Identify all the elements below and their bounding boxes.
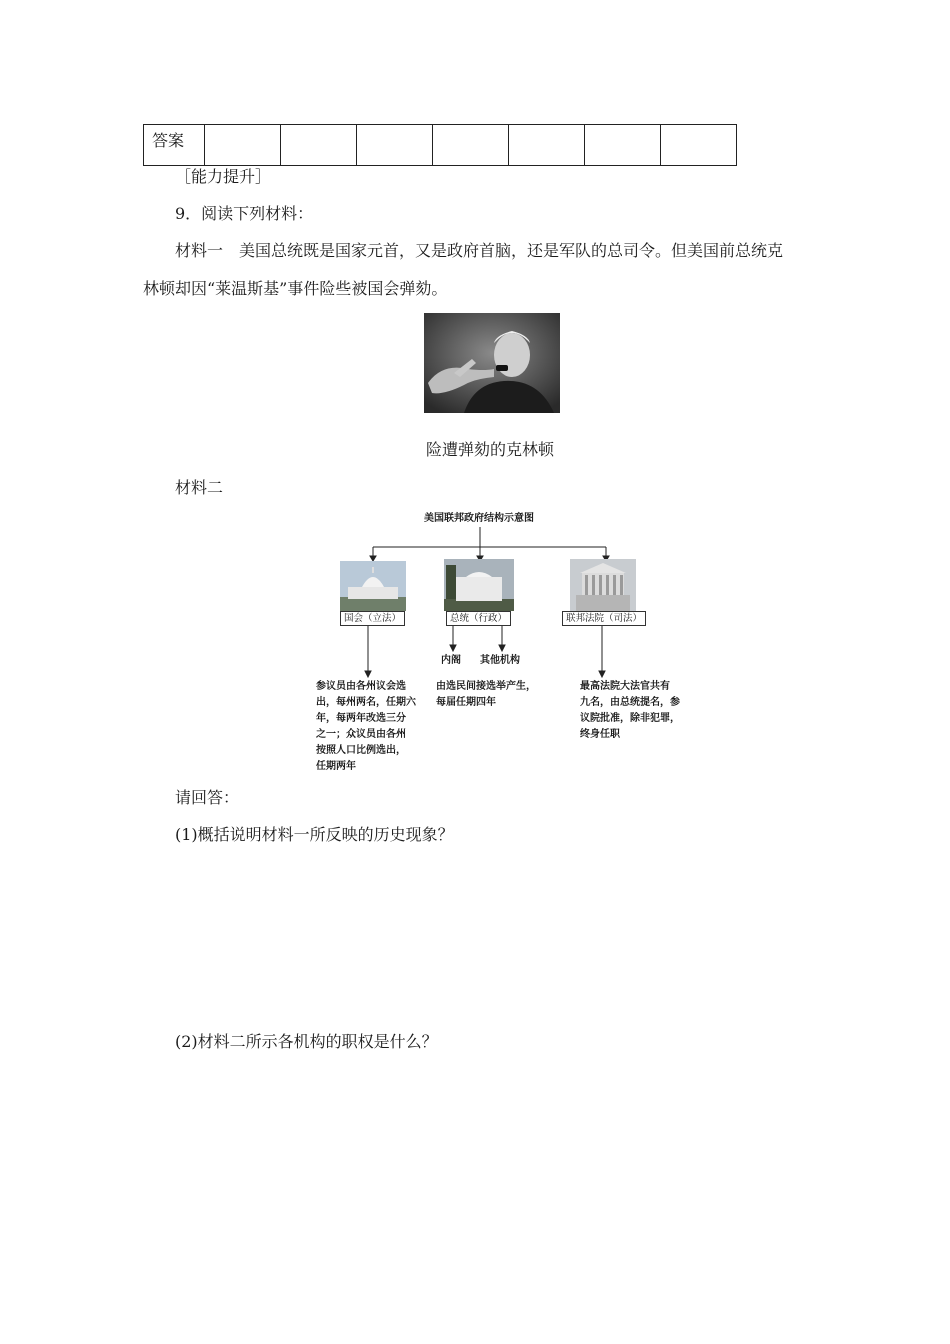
other-agencies-label: 其他机构 [480,655,520,666]
court-description [580,679,680,743]
answer-cell[interactable] [357,125,433,166]
answer-row [144,125,737,166]
capitol-image [340,561,406,611]
court-desc-line: 终身任职 [580,729,620,740]
section-heading: ［能力提升］ [175,167,272,186]
president-desc-line: 由选民间接选举产生， [436,681,536,692]
cabinet-label: 内阁 [441,655,461,666]
answer-label: 答案 [144,125,205,166]
white-house-image [444,559,514,611]
photo-caption: 险遭弹劾的克林顿 [426,440,555,459]
congress-desc-line: 参议员由各州议会选 [316,681,406,692]
congress-desc-line: 按照人口比例选出， [316,745,406,756]
congress-desc-line: 年，每两年改选三分 [316,713,406,724]
congress-desc-line: 之一；众议员由各州 [316,729,406,740]
court-desc-line: 九名，由总统提名，参 [580,697,680,708]
material-1-line-2: 林顿却因“莱温斯基”事件险些被国会弹劾。 [143,279,448,298]
diagram-title: 美国联邦政府结构示意图 [424,513,534,524]
material-2-label: 材料二 [175,478,224,497]
question-9: 9．阅读下列材料： [175,204,314,223]
government-structure-diagram [300,505,700,785]
president-label: 总统（行政） [446,611,511,626]
court-label: 联邦法院（司法） [562,611,646,626]
answer-prompt: 请回答： [175,788,240,807]
answer-cell[interactable] [585,125,661,166]
president-desc-line: 每届任期四年 [436,697,496,708]
material-1-line-1: 材料一 美国总统既是国家元首，又是政府首脑，还是军队的总司令。但美国前总统克 [175,241,784,260]
answer-cell[interactable] [509,125,585,166]
answer-table [143,124,737,166]
answer-cell[interactable] [205,125,281,166]
answer-cell[interactable] [661,125,737,166]
sub-question-1: (1)概括说明材料一所反映的历史现象？ [175,825,454,844]
answer-cell[interactable] [281,125,357,166]
clinton-photo [424,313,560,413]
sub-question-2: (2)材料二所示各机构的职权是什么？ [175,1032,438,1051]
supreme-court-image [570,559,636,611]
congress-desc-line: 出，每州两名，任期六 [316,697,416,708]
court-desc-line: 最高法院大法官共有 [580,681,670,692]
congress-desc-line: 任期两年 [316,761,356,772]
answer-cell[interactable] [433,125,509,166]
congress-description [316,679,416,775]
court-desc-line: 议院批准，除非犯罪， [580,713,680,724]
congress-label: 国会（立法） [340,611,405,626]
president-description [436,679,536,711]
